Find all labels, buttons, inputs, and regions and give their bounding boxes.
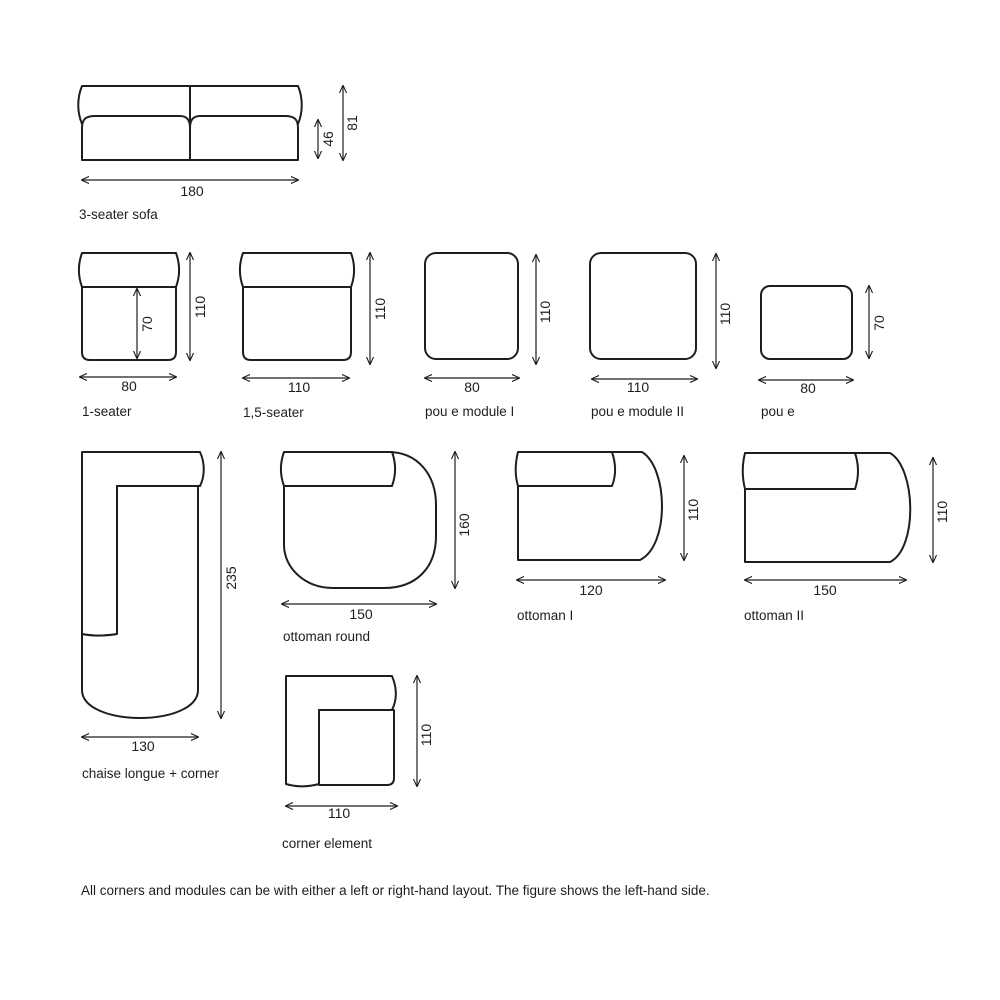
sofa-width-value: 180 <box>180 183 204 199</box>
sofa-height-value: 81 <box>344 115 360 131</box>
pouffe-depth-value: 70 <box>871 315 887 331</box>
pouffe-module-1-body <box>425 253 518 359</box>
module-corner-element <box>282 676 434 851</box>
one-seater-label: 1-seater <box>82 404 132 419</box>
ottoman-2-label: ottoman II <box>744 608 805 623</box>
module-3-seater-sofa <box>78 86 360 222</box>
pouffe-body <box>761 286 852 359</box>
one-half-seater-label: 1,5-seater <box>243 405 304 420</box>
pouffe-module-2-width-value: 110 <box>626 379 650 395</box>
pouffe-width-value: 80 <box>800 380 816 396</box>
ottoman-round-width-value: 150 <box>349 606 373 622</box>
pouffe-module-2-depth-value: 110 <box>717 302 733 326</box>
module-pouffe-module-1 <box>425 253 553 419</box>
one-seater-depth-value: 110 <box>192 295 208 319</box>
sofa-seat-height-value: 46 <box>320 131 336 147</box>
corner-element-label: corner element <box>282 836 373 851</box>
ottoman-round-backrest <box>281 452 395 486</box>
module-ottoman-1 <box>516 452 701 623</box>
pouffe-label: pou e <box>761 404 795 419</box>
pouffe-module-2-label: pou e module II <box>591 404 685 419</box>
module-pouffe <box>759 286 887 419</box>
one-seater-body <box>82 282 176 360</box>
corner-element-width-value: 110 <box>327 805 351 821</box>
module-ottoman-round <box>281 452 472 644</box>
pouffe-module-1-label: pou e module I <box>425 404 515 419</box>
pouffe-module-2-body <box>590 253 696 359</box>
one-half-seater-width-value: 110 <box>287 379 311 395</box>
ottoman-round-label: ottoman round <box>283 629 371 644</box>
module-chaise-longue <box>82 452 239 781</box>
one-seater-width-value: 80 <box>121 378 137 394</box>
corner-element-depth-value: 110 <box>418 723 434 747</box>
module-pouffe-module-2 <box>590 253 733 419</box>
ottoman-2-width-value: 150 <box>813 582 837 598</box>
pouffe-module-1-width-value: 80 <box>464 379 480 395</box>
sofa-seat-left <box>82 116 190 160</box>
chaise-longue-label: chaise longue + corner <box>82 766 219 781</box>
ottoman-round-depth-value: 160 <box>456 513 472 537</box>
ottoman-1-depth-value: 110 <box>685 498 701 522</box>
ottoman-1-backrest <box>516 452 615 486</box>
one-half-seater-backrest <box>240 253 354 287</box>
ottoman-1-width-value: 120 <box>579 582 603 598</box>
chaise-longue-width-value: 130 <box>131 738 155 754</box>
ottoman-1-label: ottoman I <box>517 608 574 623</box>
one-half-seater-body <box>243 282 351 360</box>
chaise-longue-depth-value: 235 <box>223 566 239 590</box>
layout-footnote: All corners and modules can be with either a left or right-hand layout. The figure shows the left-hand side. <box>81 883 710 898</box>
sofa-label: 3-seater sofa <box>79 207 158 222</box>
ottoman-2-backrest <box>743 453 858 489</box>
module-ottoman-2 <box>743 453 950 623</box>
one-seater-backrest <box>79 253 179 287</box>
module-1-5-seater <box>240 253 388 420</box>
pouffe-module-1-depth-value: 110 <box>537 300 553 324</box>
corner-element-seat <box>319 710 394 785</box>
sofa-seat-right <box>190 116 298 160</box>
ottoman-2-depth-value: 110 <box>934 500 950 524</box>
module-1-seater <box>79 253 208 419</box>
one-seater-seat-depth-value: 70 <box>139 316 155 332</box>
one-half-seater-depth-value: 110 <box>372 297 388 321</box>
